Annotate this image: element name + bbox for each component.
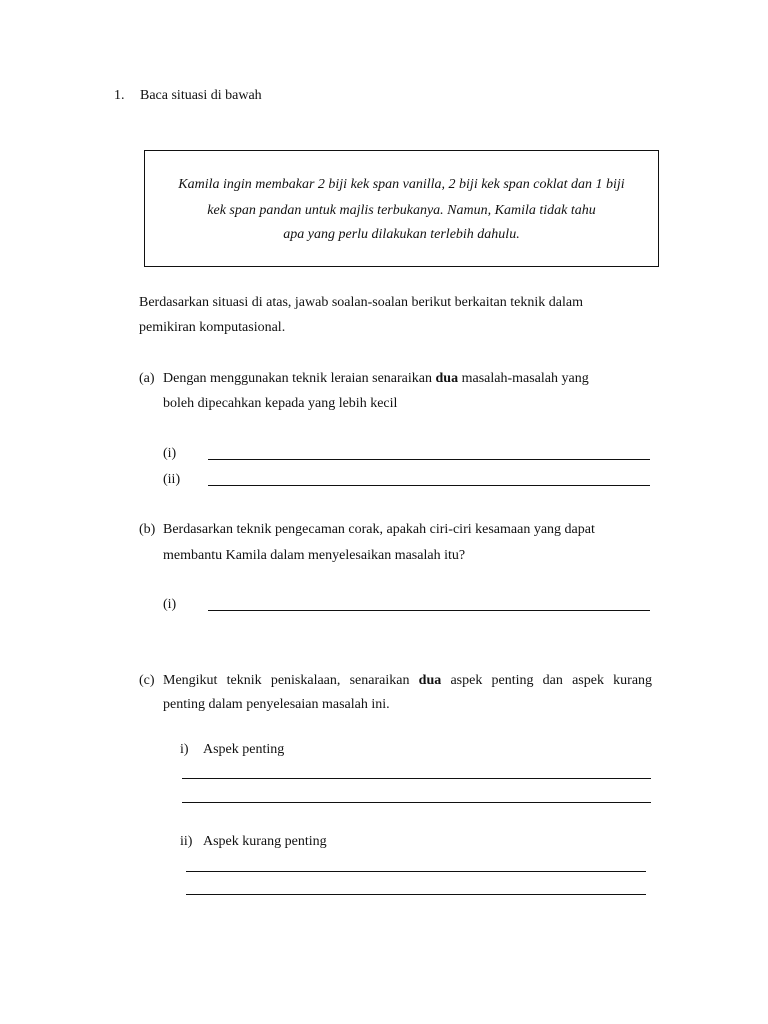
part-c-sub-ii-answer-line-2[interactable]	[186, 894, 646, 895]
part-c-sub-i-label: i)	[180, 742, 189, 757]
part-a-line-2: boleh dipecahkan kepada yang lebih kecil	[163, 396, 398, 411]
part-c-label: (c)	[139, 673, 155, 688]
part-a-line-1: Dengan menggunakan teknik leraian senaraikan dua masalah-masalah yang	[163, 371, 589, 386]
part-c-sub-i-answer-line-1[interactable]	[182, 778, 651, 779]
situation-line-1: Kamila ingin membakar 2 biji kek span vanilla, 2 biji kek span coklat dan 1 biji	[178, 177, 625, 192]
question-instruction: Baca situasi di bawah	[140, 88, 262, 103]
part-b-answer-line-i[interactable]	[208, 610, 650, 611]
part-a-label: (a)	[139, 371, 155, 386]
part-b-line-1: Berdasarkan teknik pengecaman corak, apakah ciri-ciri kesamaan yang dapat	[163, 522, 595, 537]
part-a-answer-line-i[interactable]	[208, 459, 650, 460]
part-a-answer-line-ii[interactable]	[208, 485, 650, 486]
part-b-answer-label-i: (i)	[163, 597, 177, 612]
intro-line-2: pemikiran komputasional.	[139, 320, 286, 335]
part-b-label: (b)	[139, 522, 156, 537]
part-c-bold-word: dua	[418, 673, 442, 688]
part-c-sub-ii-label: ii)	[180, 834, 193, 849]
part-c-sub-i-text: Aspek penting	[203, 742, 285, 757]
part-a-bold-word: dua	[435, 371, 459, 386]
part-c-line-1: Mengikut teknik peniskalaan, senaraikan dua aspek penting dan aspek kurang	[163, 673, 653, 688]
question-number: 1.	[114, 88, 125, 103]
part-a-answer-label-ii: (ii)	[163, 472, 181, 487]
part-c-sub-i-answer-line-2[interactable]	[182, 802, 651, 803]
part-b-line-2: membantu Kamila dalam menyelesaikan masalah itu?	[163, 548, 466, 563]
situation-line-3: apa yang perlu dilakukan terlebih dahulu.	[283, 227, 520, 242]
part-c-line-2: penting dalam penyelesaian masalah ini.	[163, 697, 390, 712]
part-c-sub-ii-text: Aspek kurang penting	[203, 834, 327, 849]
situation-line-2: kek span pandan untuk majlis terbukanya. Namun, Kamila tidak tahu	[207, 203, 596, 218]
part-a-answer-label-i: (i)	[163, 446, 177, 461]
part-c-sub-ii-answer-line-1[interactable]	[186, 871, 646, 872]
intro-line-1: Berdasarkan situasi di atas, jawab soalan-soalan berikut berkaitan teknik dalam	[139, 295, 583, 310]
situation-box	[144, 150, 659, 267]
